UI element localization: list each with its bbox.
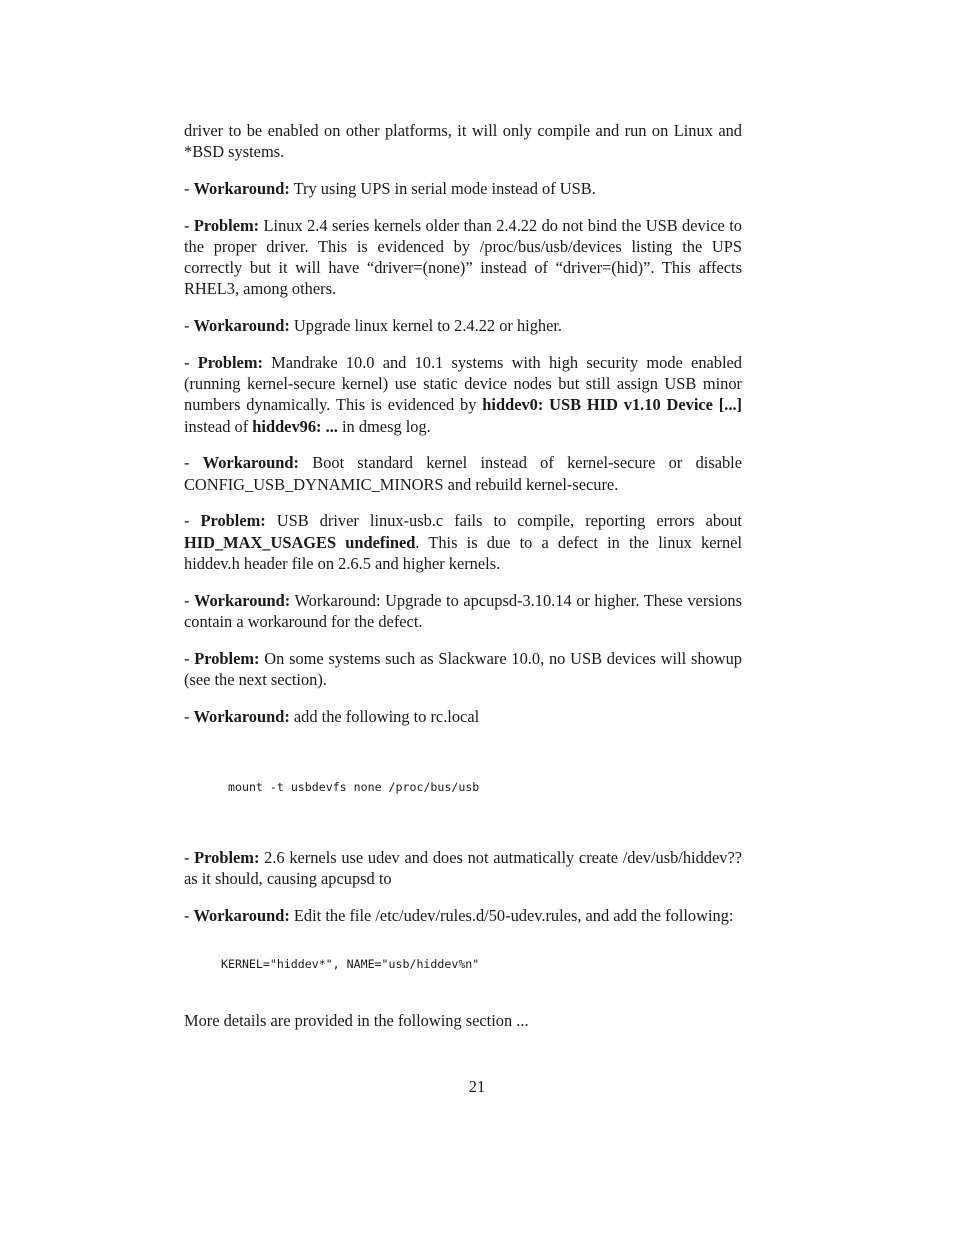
paragraph-problem-kernel-24: - Problem: Linux 2.4 series kernels older than 2.4.22 do not bind the USB device to the proper driver. This is evidenced by /proc/bus/usb/devices listing the UPS correctly but it will have “driver=(none)” instead of “driver=(hid)”. This affects RHEL3, among others. <box>184 215 742 299</box>
paragraph-problem-compile: - Problem: USB driver linux-usb.c fails to compile, reporting errors about HID_MAX_USAGES undefined. This is due to a defect in the linux kernel hiddev.h header file on 2.6.5 and higher kernels. <box>184 511 742 573</box>
paragraph-intro: driver to be enabled on other platforms, it will only compile and run on Linux and *BSD systems. <box>184 121 742 162</box>
problem-label: Problem: <box>194 648 260 668</box>
paragraph-workaround-apcupsd: - Workaround: Workaround: Upgrade to apcupsd-3.10.14 or higher. These versions contain a workaround for the defect. <box>184 590 742 631</box>
paragraph-workaround-rclocal: - Workaround: add the following to rc.local <box>184 706 480 726</box>
document-page <box>184 120 742 1047</box>
code-block-udev-rule: KERNEL="hiddev*", NAME="usb/hiddev%n" <box>221 957 480 972</box>
workaround-label: Workaround: <box>202 453 299 473</box>
dmesg-hiddev0: hiddev0: USB HID v1.10 Device [...] <box>482 395 742 415</box>
problem-label: Problem: <box>194 847 260 867</box>
problem-label: Problem: <box>197 353 263 372</box>
dmesg-hiddev96: hiddev96: ... <box>252 416 338 436</box>
workaround-label: Workaround: <box>193 316 290 336</box>
paragraph-workaround-upgrade-kernel: - Workaround: Upgrade linux kernel to 2.4.22 or higher. <box>184 316 563 336</box>
problem-label: Problem: <box>193 215 260 235</box>
paragraph-more-details: More details are provided in the following section ... <box>184 1011 529 1031</box>
workaround-label: Workaround: <box>193 179 290 198</box>
paragraph-workaround-udev-rules: - Workaround: Edit the file /etc/udev/rules.d/50-udev.rules, and add the following: <box>184 905 734 925</box>
problem-label: Problem: <box>200 511 266 531</box>
page-number: 21 <box>468 1077 486 1096</box>
workaround-label: Workaround: <box>193 706 290 726</box>
paragraph-workaround-boot-kernel: - Workaround: Boot standard kernel instead of kernel-secure or disable CONFIG_USB_DYNAMIC_MINORS and rebuild kernel-secure. <box>184 453 742 494</box>
code-block-mount: mount -t usbdevfs none /proc/bus/usb <box>228 779 480 794</box>
workaround-label: Workaround: <box>193 905 290 925</box>
paragraph-problem-mandrake: - Problem: Mandrake 10.0 and 10.1 systems with high security mode enabled (running kernel-secure kernel) use static device nodes but still assign USB minor numbers dynamically. This is evidenced by hiddev0: USB HID v1.10 Device [...] instead of hiddev96: ... in dmesg log. <box>184 353 743 436</box>
paragraph-problem-udev: - Problem: 2.6 kernels use udev and does not autmatically create /dev/usb/hiddev?? as it should, causing apcupsd to <box>184 847 742 889</box>
paragraph-problem-slackware: - Problem: On some systems such as Slackware 10.0, no USB devices will showup (see the next section). <box>184 648 742 689</box>
hid-max-usages: HID_MAX_USAGES undefined <box>184 532 416 552</box>
paragraph-workaround-serial: - Workaround: Try using UPS in serial mode instead of USB. <box>184 179 596 198</box>
workaround-label: Workaround: <box>194 590 291 610</box>
